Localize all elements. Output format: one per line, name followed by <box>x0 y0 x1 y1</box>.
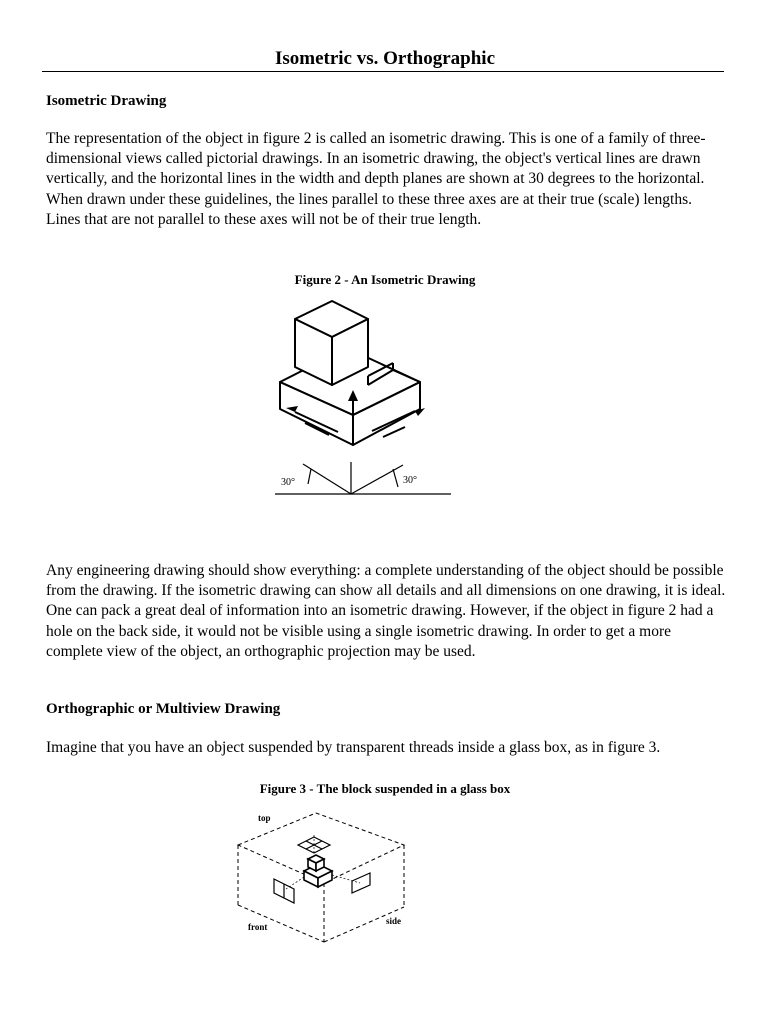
figure-3-label-top: top <box>258 813 271 823</box>
left-axis-arrow <box>286 406 338 435</box>
angle-label-left: 30° <box>281 477 295 488</box>
paragraph-isometric: The representation of the object in figure 2 is called an isometric drawing. This is one of a family of three-dimensional views called pictorial drawings. In an isometric drawing, the object's vertical lines are drawn vertically, and the horizontal lines in the width and depth planes are shown at 30 degrees to the horizontal. When drawn under these guidelines, the lines parallel to these three axes are at their true (scale) lengths. Lines that are not parallel to these axes will not be of their true length. <box>46 130 706 228</box>
angle-label-right: 30° <box>403 475 417 486</box>
section-heading-orthographic: Orthographic or Multiview Drawing <box>46 701 281 717</box>
page-title: Isometric vs. Orthographic <box>274 48 496 69</box>
section-heading-isometric: Isometric Drawing <box>46 93 167 109</box>
paragraph-engineering-drawing: Any engineering drawing should show everything: a complete understanding of the object should be possible from the drawing. If the isometric drawing can show all details and all dimensions on one drawing, it is ideal. One can pack a great deal of information into an isometric drawing. However, if the object in figure 2 had a hole on the back side, it would not be visible using a single isometric drawing. In order to get a more complete view of the object, an orthographic projection may be used. <box>46 562 726 660</box>
title-rule <box>42 71 724 72</box>
right-axis-arrow <box>372 408 425 437</box>
figure-3-label-side: side <box>386 916 402 926</box>
figure-3-label-front: front <box>248 922 268 932</box>
figure-3-caption: Figure 3 - The block suspended in a glass box <box>259 781 511 796</box>
figure-2-caption: Figure 2 - An Isometric Drawing <box>294 272 476 287</box>
vertical-axis-arrow <box>348 390 358 420</box>
paragraph-glass-box: Imagine that you have an object suspended by transparent threads inside a glass box, as in figure 3. <box>46 739 661 756</box>
figure-3-glass-box <box>234 805 414 950</box>
angle-diagram <box>275 462 451 494</box>
figure-2-isometric-drawing <box>275 297 495 502</box>
slab-left-face <box>280 382 353 445</box>
